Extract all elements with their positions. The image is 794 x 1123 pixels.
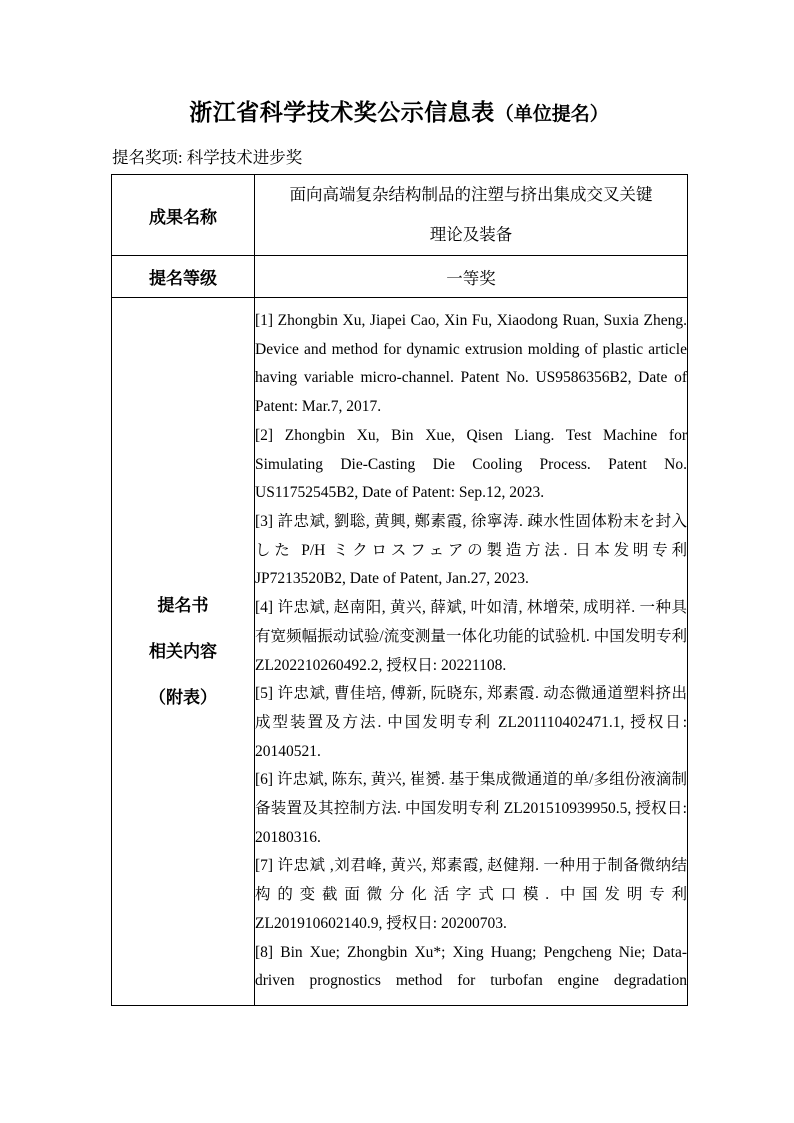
achievement-name-line2: 理论及装备 xyxy=(429,225,513,244)
reference-item-4: [4] 许忠斌, 赵南阳, 黄兴, 薛斌, 叶如清, 林增荣, 成明祥. 一种具有宽频幅振动试验/流变测量一体化功能的试验机. 中国发明专利 ZL202210260492.2, 授权日: 20221108. xyxy=(255,599,687,674)
reference-item-8: [8] Bin Xue; Zhongbin Xu*; Xing Huang; Pengcheng Nie; Data-driven prognostics method for turbofan engine degradation xyxy=(255,943,687,990)
reference-item-2: [2] Zhongbin Xu, Bin Xue, Qisen Liang. Test Machine for Simulating Die-Casting Die Cooling Process. Patent No. US11752545B2, Date of Patent: Sep.12, 2023. xyxy=(255,426,687,502)
table-row-achievement xyxy=(112,175,688,256)
table-row-grade xyxy=(112,256,688,298)
reference-item-7: [7] 许忠斌 ,刘君峰, 黄兴, 郑素霞, 赵健翔. 一种用于制备微纳结构的变截面微分化活字式口模. 中国发明专利 ZL201910602140.9, 授权日: 20200703. xyxy=(255,857,687,932)
achievement-name-line1: 面向高端复杂结构制品的注塑与挤出集成交叉关键 xyxy=(289,185,653,204)
references-label xyxy=(112,298,255,1006)
references-label-line3: （附表） xyxy=(149,687,217,707)
achievement-name-value xyxy=(255,175,688,256)
reference-item-5: [5] 许忠斌, 曹佳培, 傅新, 阮晓东, 郑素霞. 动态微通道塑料挤出成型装置及方法. 中国发明专利 ZL201110402471.1, 授权日: 20140521. xyxy=(255,685,687,760)
page-title xyxy=(111,97,687,130)
references-label-line1: 提名书 xyxy=(157,595,209,615)
achievement-name-label: 成果名称 xyxy=(112,175,255,256)
reference-item-3: [3] 許忠斌, 劉聡, 黄興, 鄭素霞, 徐寧涛. 疎水性固体粉末を封入した P/H ミクロスフェアの製造方法. 日本发明专利 JP7213520B2, Date of Patent, Jan.27, 2023. xyxy=(255,512,687,588)
nomination-grade-value: 一等奖 xyxy=(255,256,688,298)
nomination-grade-label: 提名等级 xyxy=(112,256,255,298)
table-row-references xyxy=(112,298,688,1006)
reference-item-6: [6] 许忠斌, 陈东, 黄兴, 崔赟. 基于集成微通道的单/多组份液滴制备装置及其控制方法. 中国发明专利 ZL201510939950.5, 授权日: 20180316. xyxy=(255,771,687,846)
reference-item-1: [1] Zhongbin Xu, Jiapei Cao, Xin Fu, Xiaodong Ruan, Suxia Zheng. Device and method for dynamic extrusion molding of plastic article having variable micro-channel. Patent No. US9586356B2, Date of Patent: Mar.7, 2017. xyxy=(255,312,687,416)
references-label-line2: 相关内容 xyxy=(149,641,217,661)
references-list xyxy=(255,298,688,1006)
info-table xyxy=(111,174,688,1006)
page-title-suffix: （单位提名） xyxy=(494,104,609,125)
page-title-main: 浙江省科学技术奖公示信息表 xyxy=(189,99,495,125)
award-category-line: 提名奖项: 科学技术进步奖 xyxy=(112,148,303,167)
